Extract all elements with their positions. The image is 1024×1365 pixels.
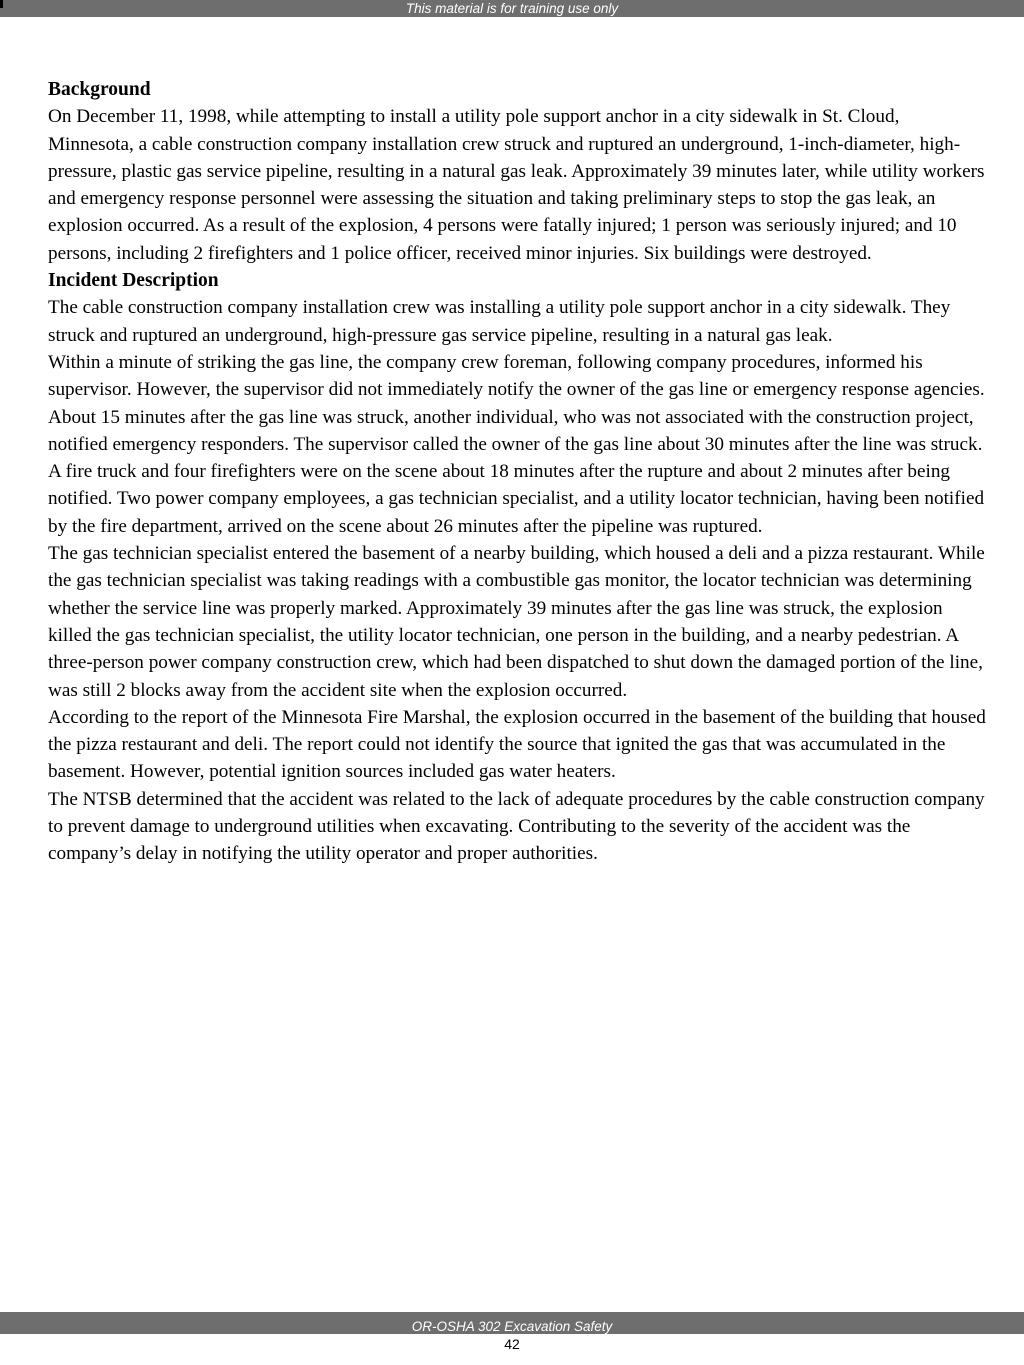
training-banner — [0, 0, 1024, 17]
incident-paragraph: The gas technician specialist entered the basement of a nearby building, which housed a deli and a pizza restaurant. While the gas technician specialist was taking readings with a combustible gas monitor, the locator technician was determining whether the service line was properly marked. Approximately 39 minutes after the gas line was struck, the explosion killed the gas technician specialist, the utility locator technician, one person in the building, and a nearby pedestrian. A three-person power company construction crew, which had been dispatched to shut down the damaged portion of the line, was still 2 blocks away from the accident site when the explosion occurred. — [48, 543, 985, 701]
background-paragraph: On December 11, 1998, while attempting to install a utility pole support anchor in a city sidewalk in St. Cloud, Minnesota, a cable construction company installation crew struck and ruptured an underground, 1-inch-diameter, high-pressure, plastic gas service pipeline, resulting in a natural gas leak. Approximately 39 minutes later, while utility workers and emergency response personnel were assessing the situation and taking preliminary steps to stop the gas leak, an explosion occurred. As a result of the explosion, 4 persons were fatally injured; 1 person was seriously injured; and 10 persons, including 2 firefighters and 1 police officer, received minor injuries. Six buildings were destroyed. — [48, 106, 985, 264]
training-banner-text: This material is for training use only — [405, 1, 619, 16]
document-body — [48, 76, 988, 868]
incident-description-heading: Incident Description — [48, 270, 219, 292]
footer-banner — [0, 1312, 1024, 1334]
incident-paragraph: Within a minute of striking the gas line, the company crew foreman, following company procedures, informed his supervisor. However, the supervisor did not immediately notify the owner of the gas line or emergency response agencies. About 15 minutes after the gas line was struck, another individual, who was not associated with the construction project, notified emergency responders. The supervisor called the owner of the gas line about 30 minutes after the line was struck. — [48, 351, 985, 455]
corner-mark — [0, 0, 3, 8]
page-number: 42 — [504, 1336, 520, 1352]
incident-paragraph: A fire truck and four firefighters were on the scene about 18 minutes after the rupture and about 2 minutes after being notified. Two power company employees, a gas technician specialist, and a utility locator technician, having been notified by the fire department, arrived on the scene about 26 minutes after the pipeline was ruptured. — [48, 461, 985, 537]
incident-paragraph: The cable construction company installation crew was installing a utility pole support anchor in a city sidewalk. They struck and ruptured an underground, high-pressure gas service pipeline, resulting in a natural gas leak. — [48, 297, 951, 346]
incident-paragraph: The NTSB determined that the accident was related to the lack of adequate procedures by the cable construction company to prevent damage to underground utilities when excavating. Contributing to the severity of the accident was the company’s delay in notifying the utility operator and proper authorities. — [48, 788, 985, 865]
course-title: OR-OSHA 302 Excavation Safety — [411, 1319, 613, 1334]
background-heading: Background — [48, 79, 151, 100]
incident-paragraph: According to the report of the Minnesota Fire Marshal, the explosion occurred in the basement of the building that housed the pizza restaurant and deli. The report could not identify the source that ignited the gas that was accumulated in the basement. However, potential ignition sources included gas water heaters. — [48, 706, 986, 783]
